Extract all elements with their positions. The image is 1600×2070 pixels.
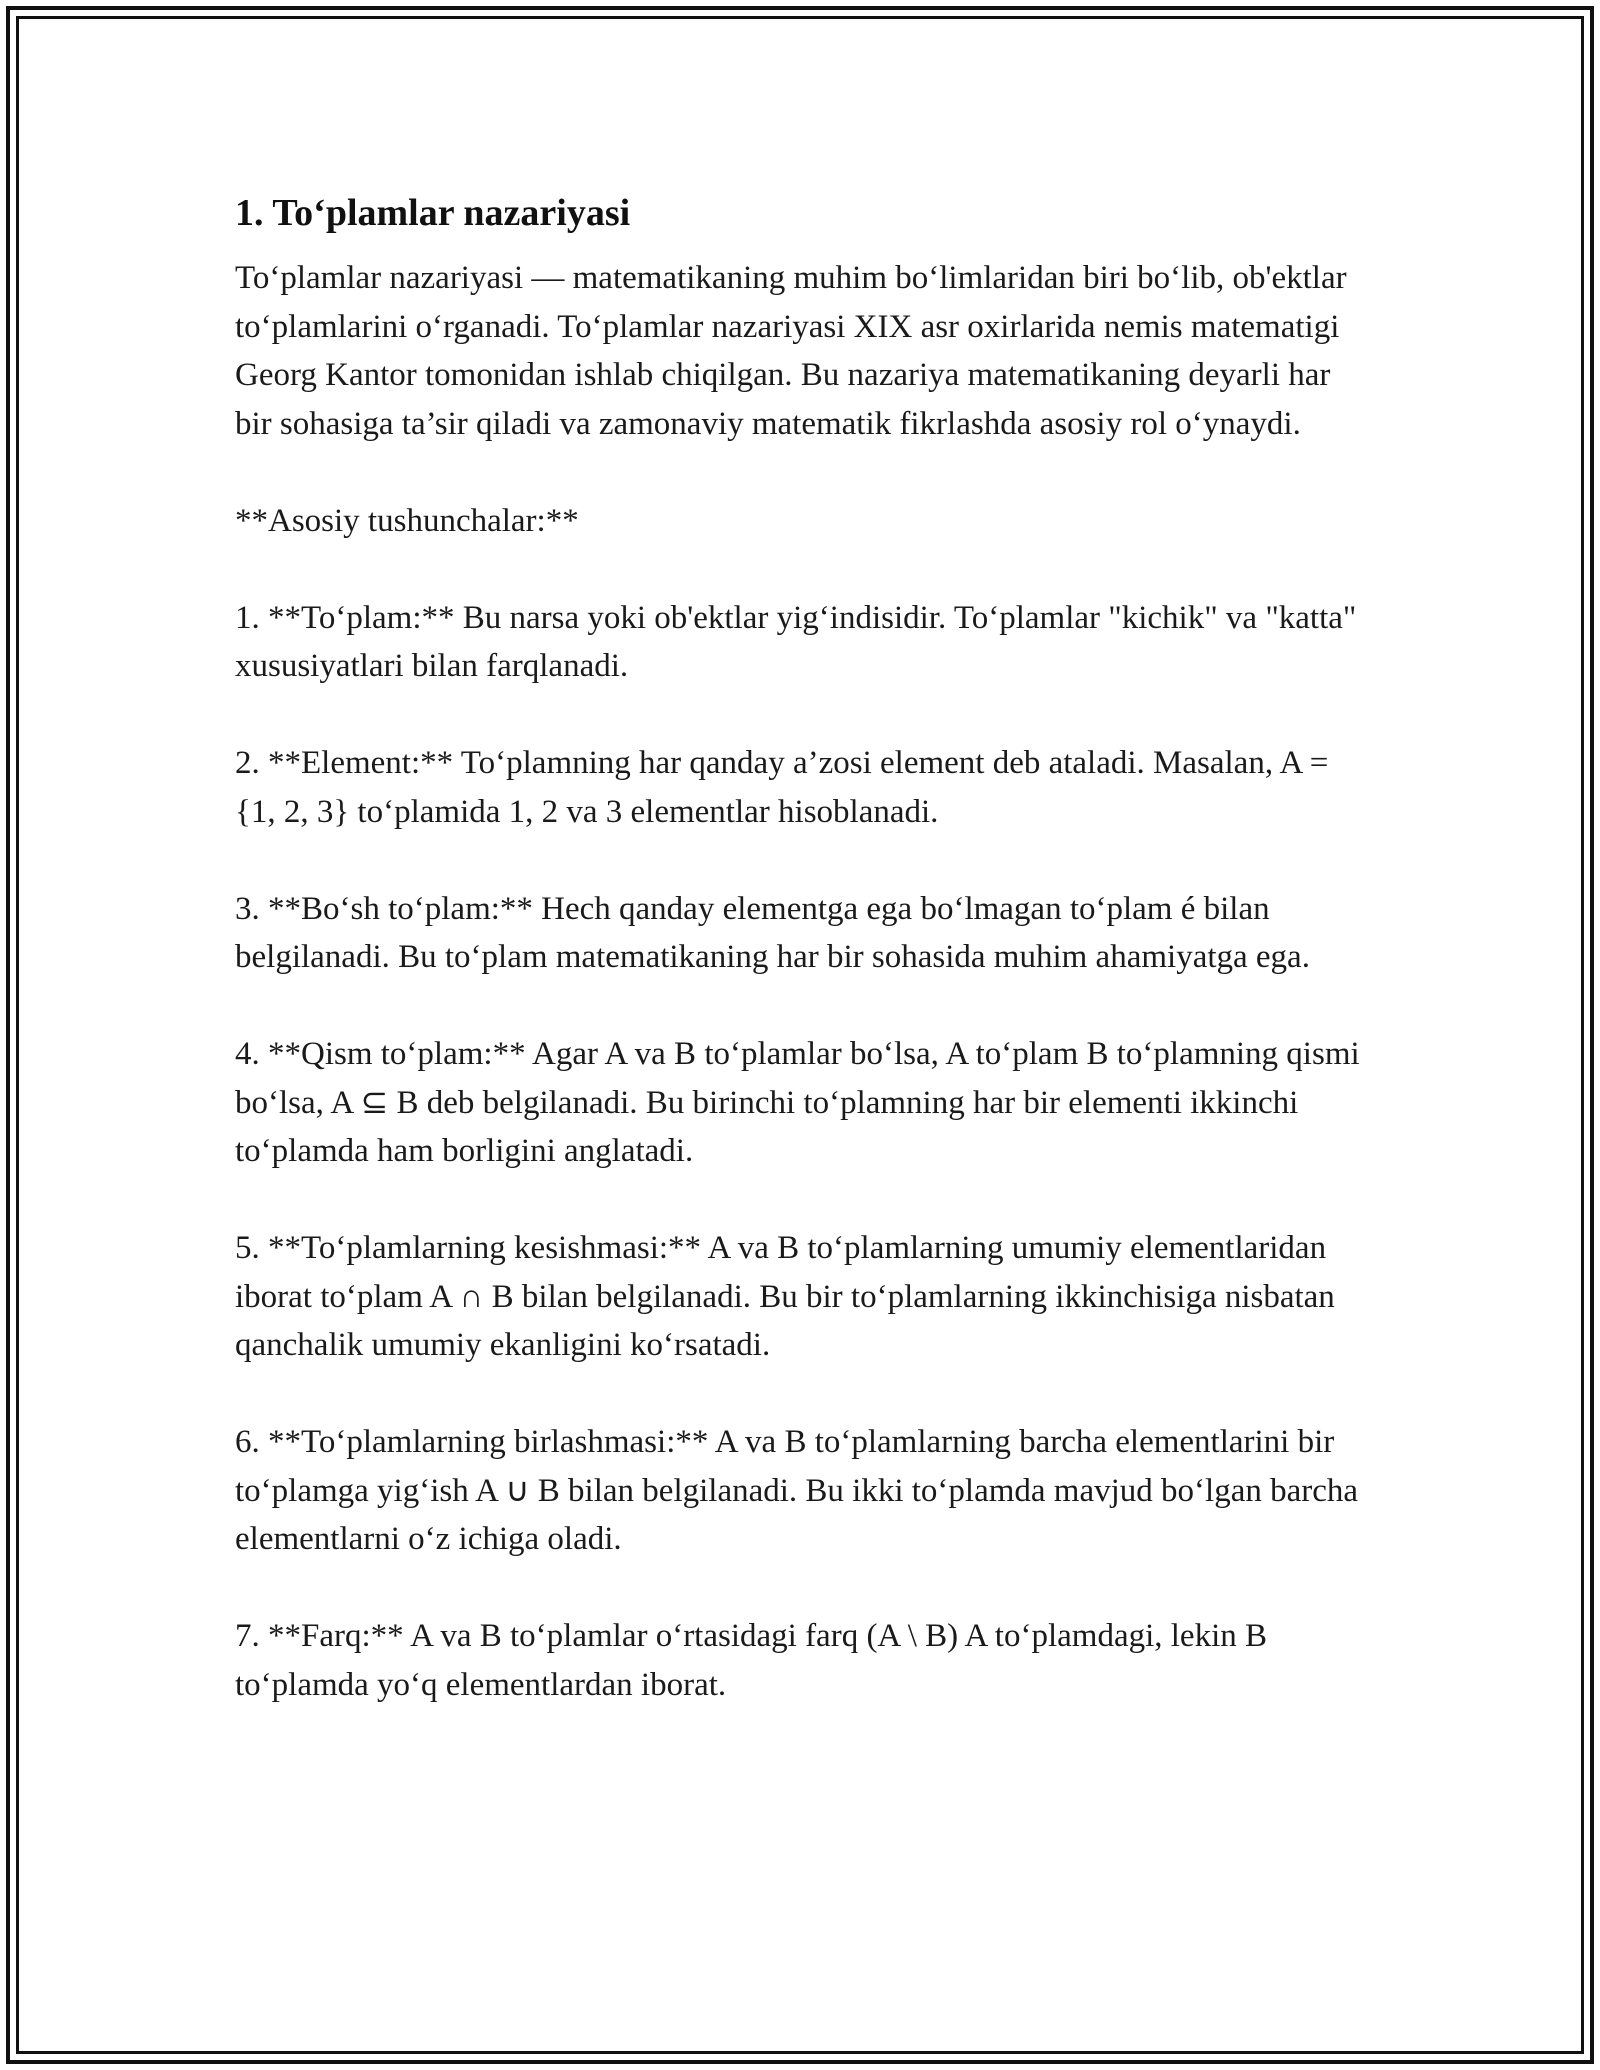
section-heading-basic-concepts: **Asosiy tushunchalar:**: [235, 502, 579, 539]
list-item-element: 2. **Element:** To‘plamning har qanday a’zosi element deb ataladi. Masalan, A = {1, 2, 3} to‘plamida 1, 2 va 3 elementlar hisoblanadi.: [235, 745, 1329, 830]
list-item-intersection: 5. **To‘plamlarning kesishmasi:** A va B to‘plamlarning umumiy elementlaridan iborat to‘plam A ∩ B bilan belgilanadi. Bu bir to‘plamlarning ikkinchisiga nisbatan qanchalik umumiy ekanligini ko‘rsatadi.: [235, 1230, 1335, 1363]
list-item-union: 6. **To‘plamlarning birlashmasi:** A va B to‘plamlarning barcha elementlarini bir to‘plamga yig‘ish A ∪ B bilan belgilanadi. Bu ikki to‘plamda mavjud bo‘lgan barcha elementlarni o‘z ichiga oladi.: [235, 1424, 1359, 1557]
list-item-subset: 4. **Qism to‘plam:** Agar A va B to‘plamlar bo‘lsa, A to‘plam B to‘plamning qismi bo‘lsa, A ⊆ B deb belgilanadi. Bu birinchi to‘plamning har bir elementi ikkinchi to‘plamda ham borligini anglatadi.: [235, 1036, 1360, 1169]
list-item-difference: 7. **Farq:** A va B to‘plamlar o‘rtasidagi farq (A \ B) A to‘plamdagi, lekin B to‘plamda yo‘q elementlardan iborat.: [235, 1618, 1268, 1703]
document-body: [235, 186, 1365, 1758]
list-item-set: 1. **To‘plam:** Bu narsa yoki ob'ektlar yig‘indisidir. To‘plamlar "kichik" va "katta" xususiyatlari bilan farqlanadi.: [235, 599, 1357, 684]
list-item-empty-set: 3. **Bo‘sh to‘plam:** Hech qanday elementga ega bo‘lmagan to‘plam é bilan belgilanadi. Bu to‘plam matematikaning har bir sohasida muhim ahamiyatga ega.: [235, 890, 1310, 975]
document-title: 1. To‘plamlar nazariyasi: [235, 192, 631, 234]
intro-paragraph: To‘plamlar nazariyasi — matematikaning muhim bo‘limlaridan biri bo‘lib, ob'ektlar to‘plamlarini o‘rganadi. To‘plamlar nazariyasi XIX asr oxirlarida nemis matematigi Georg Kantor tomonidan ishlab chiqilgan. Bu nazariya matematikaning deyarli har bir sohasiga ta’sir qiladi va zamonaviy matematik fikrlashda asosiy rol o‘ynaydi.: [235, 260, 1347, 442]
